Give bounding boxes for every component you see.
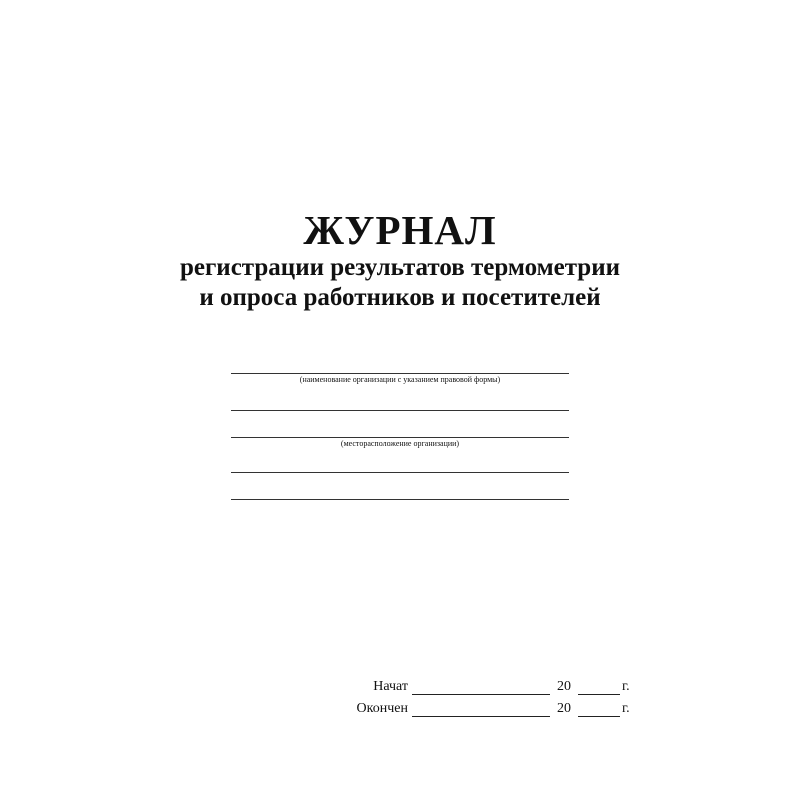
started-date-field[interactable] [412, 694, 550, 695]
finished-date-row [330, 700, 650, 722]
finished-year-prefix: 20 [557, 701, 571, 716]
finished-year-suffix: г. [622, 701, 630, 716]
finished-year-field[interactable] [578, 716, 620, 717]
started-year-suffix: г. [622, 679, 630, 694]
org-name-line[interactable] [231, 373, 569, 374]
started-date-row [330, 678, 650, 700]
started-year-prefix: 20 [557, 679, 571, 694]
org-location-line-2[interactable] [231, 472, 569, 473]
started-label: Начат [373, 679, 408, 694]
document-subtitle-line1: регистрации результатов термометрии [179, 254, 621, 281]
org-location-line-3[interactable] [231, 499, 569, 500]
document-subtitle-line2: и опроса работников и посетителей [199, 284, 601, 311]
org-name-line-2[interactable] [231, 410, 569, 411]
org-name-caption: (наименование организации с указанием правовой формы) [299, 375, 501, 384]
org-location-caption: (месторасположение организации) [340, 439, 460, 448]
org-location-line[interactable] [231, 437, 569, 438]
finished-label: Окончен [356, 701, 408, 716]
document-title: ЖУРНАЛ [303, 207, 497, 253]
started-year-field[interactable] [578, 694, 620, 695]
finished-date-field[interactable] [412, 716, 550, 717]
